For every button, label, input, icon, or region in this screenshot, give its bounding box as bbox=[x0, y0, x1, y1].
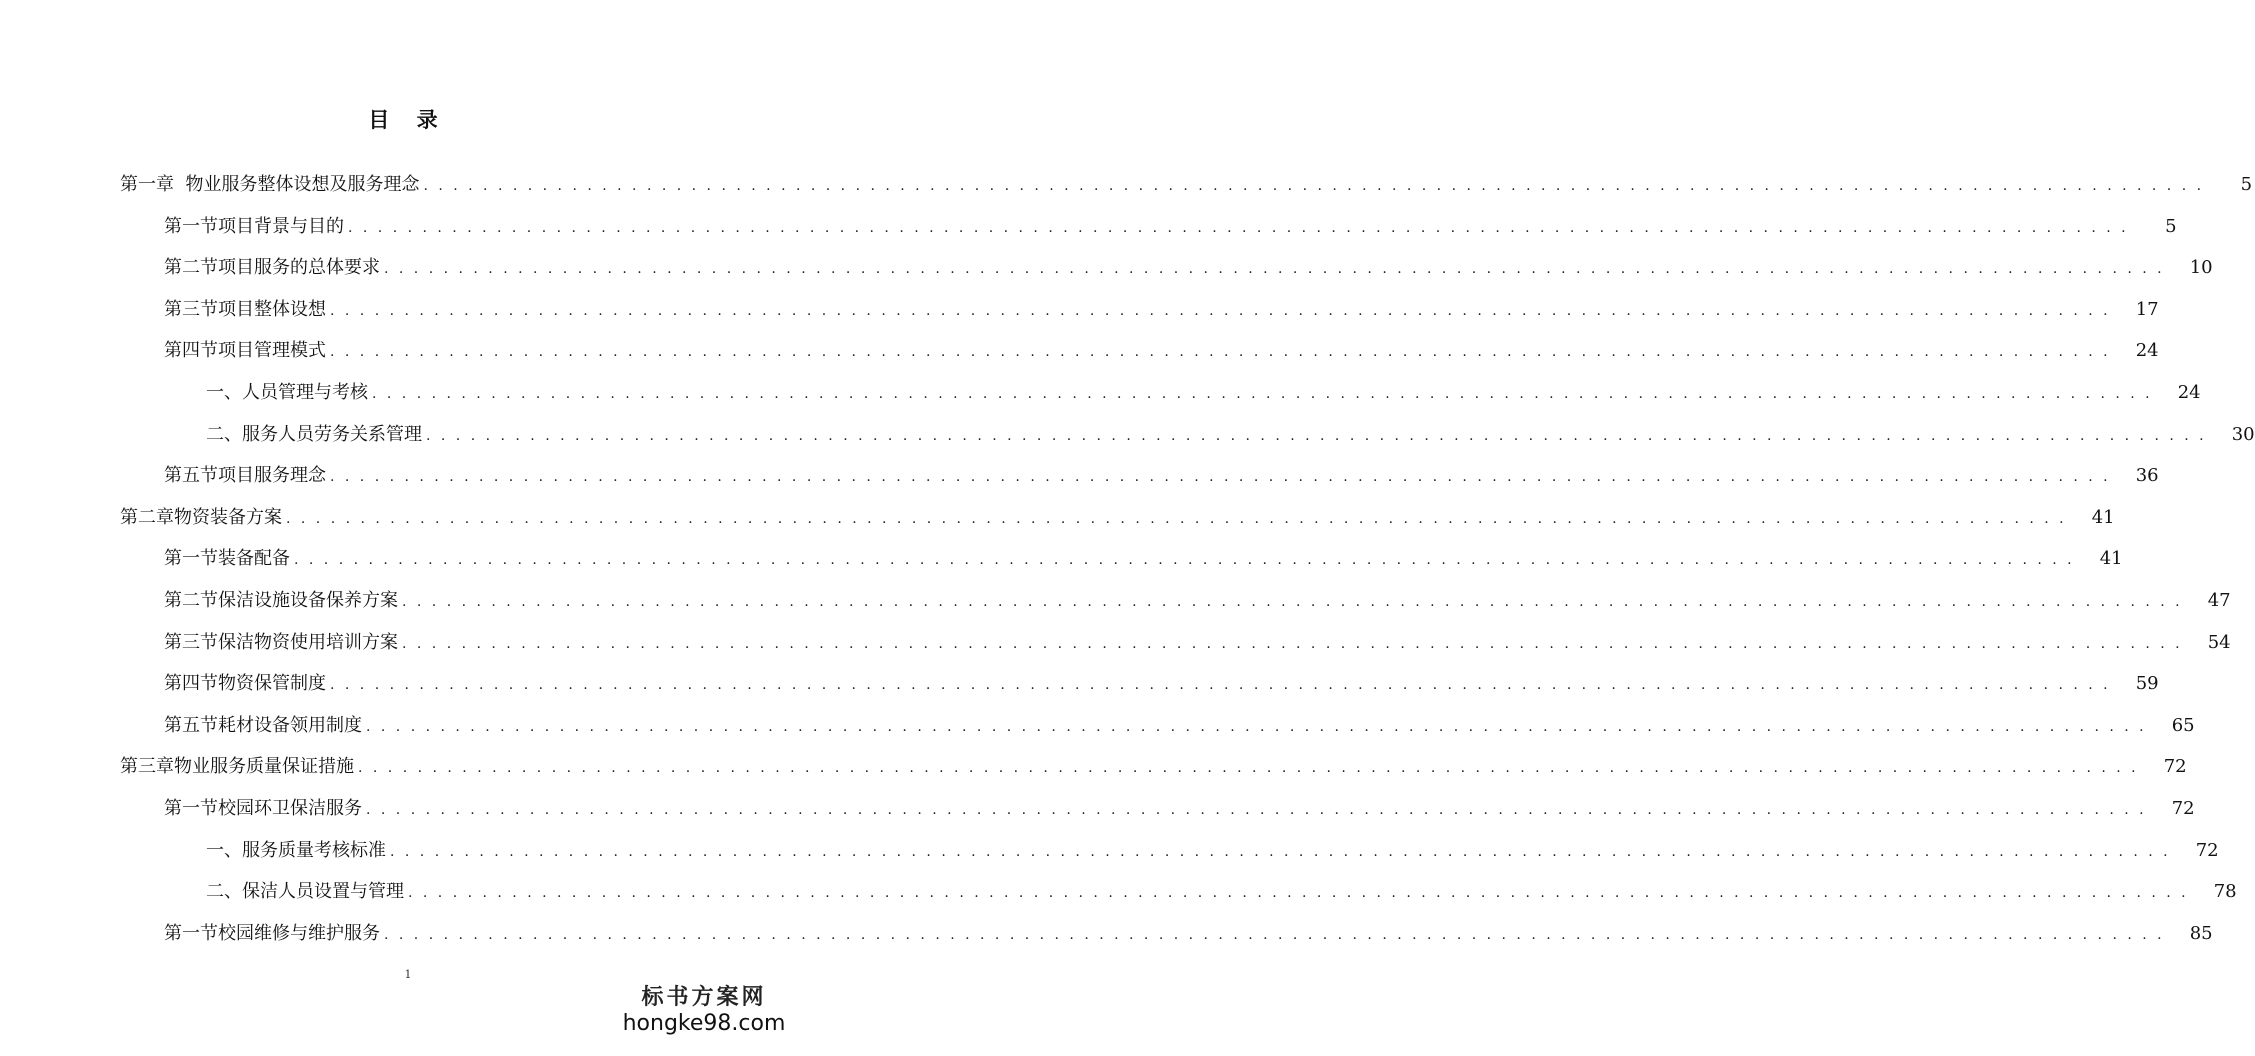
toc-entry-title: 第二章物资装备方案 bbox=[120, 506, 282, 528]
toc-dot-leader: . . . . . . . . . . . . . . . . . . . . . . . . . . . . . . . . . . . . . . . . . . . . . . . . . . . . . . . . . . . . . . . . . . . . . . . . . . . . . . . . . . . . . . . . . . . . . . . . . . . . . . . . . . . . . . . . . . . . . . . . bbox=[402, 635, 2183, 652]
toc-entry-page: 41 bbox=[2091, 506, 2115, 528]
toc-entry-title: 第一节校园维修与维护服务 bbox=[164, 922, 380, 944]
toc-dot-leader: . . . . . . . . . . . . . . . . . . . . . . . . . . . . . . . . . . . . . . . . . . . . . . . . . . . . . . . . . . . . . . . . . . . . . . . . . . . . . . . . . . . . . . . . . . . . . . . . . . . . . . . . . . . . . . . . . . . . . . . . bbox=[426, 427, 2207, 444]
toc-entry-title: 二、保洁人员设置与管理 bbox=[206, 881, 404, 903]
toc-entry-title: 第三节保洁物资使用培训方案 bbox=[164, 631, 398, 653]
toc-entry-page: 17 bbox=[2135, 298, 2159, 320]
toc-entry-page: 85 bbox=[2189, 922, 2213, 944]
toc-entry[interactable] bbox=[0, 503, 2115, 533]
toc-entry-title: 第四节项目管理模式 bbox=[164, 340, 326, 362]
toc-dot-leader: . . . . . . . . . . . . . . . . . . . . . . . . . . . . . . . . . . . . . . . . . . . . . . . . . . . . . . . . . . . . . . . . . . . . . . . . . . . . . . . . . . . . . . . . . . . . . . . . . . . . . . . . . . . . . . . . . . . . . . . . bbox=[348, 219, 2129, 236]
toc-dot-leader: . . . . . . . . . . . . . . . . . . . . . . . . . . . . . . . . . . . . . . . . . . . . . . . . . . . . . . . . . . . . . . . . . . . . . . . . . . . . . . . . . . . . . . . . . . . . . . . . . . . . . . . . . . . . . . . . . . . . . . . . bbox=[330, 344, 2111, 361]
toc-dot-leader: . . . . . . . . . . . . . . . . . . . . . . . . . . . . . . . . . . . . . . . . . . . . . . . . . . . . . . . . . . . . . . . . . . . . . . . . . . . . . . . . . . . . . . . . . . . . . . . . . . . . . . . . . . . . . . . . . . . . . . . . bbox=[366, 802, 2147, 818]
toc-entry[interactable] bbox=[0, 212, 2177, 242]
toc-dot-leader: . . . . . . . . . . . . . . . . . . . . . . . . . . . . . . . . . . . . . . . . . . . . . . . . . . . . . . . . . . . . . . . . . . . . . . . . . . . . . . . . . . . . . . . . . . . . . . . . . . . . . . . . . . . . . . . . . . . . . . . . bbox=[330, 469, 2111, 486]
toc-entry[interactable] bbox=[0, 336, 2159, 366]
toc-entry[interactable] bbox=[0, 295, 2159, 325]
toc-entry-page: 41 bbox=[2099, 548, 2123, 570]
toc-entry-page: 5 bbox=[2240, 174, 2253, 195]
toc-dot-leader: . . . . . . . . . . . . . . . . . . . . . . . . . . . . . . . . . . . . . . . . . . . . . . . . . . . . . . . . . . . . . . . . . . . . . . . . . . . . . . . . . . . . . . . . . . . . . . . . . . . . . . . . . . . . . . . . . . . . . . . . bbox=[372, 386, 2153, 402]
page-number: 1 bbox=[404, 968, 412, 981]
toc-dot-leader: . . . . . . . . . . . . . . . . . . . . . . . . . . . . . . . . . . . . . . . . . . . . . . . . . . . . . . . . . . . . . . . . . . . . . . . . . . . . . . . . . . . . . . . . . . . . . . . . . . . . . . . . . . . . . . . . . . . . . . . . bbox=[286, 510, 2067, 527]
toc-entry-title: 第一节装备配备 bbox=[164, 548, 290, 570]
toc-entry-title: 一、服务质量考核标准 bbox=[206, 839, 386, 861]
toc-entry[interactable] bbox=[0, 170, 2253, 200]
toc-dot-leader: . . . . . . . . . . . . . . . . . . . . . . . . . . . . . . . . . . . . . . . . . . . . . . . . . . . . . . . . . . . . . . . . . . . . . . . . . . . . . . . . . . . . . . . . . . . . . . . . . . . . . . . . . . . . . . . . . . . . . . . . bbox=[358, 760, 2139, 777]
toc-entry-page: 36 bbox=[2135, 465, 2159, 487]
toc-entry-page: 24 bbox=[2135, 340, 2159, 362]
toc-entry-page: 59 bbox=[2135, 673, 2159, 695]
toc-entry[interactable] bbox=[0, 544, 2123, 574]
toc-entry-page: 65 bbox=[2171, 714, 2195, 736]
toc-entry-title: 第一节校园环卫保洁服务 bbox=[164, 798, 362, 819]
toc-entry[interactable] bbox=[0, 253, 2213, 283]
toc-dot-leader: . . . . . . . . . . . . . . . . . . . . . . . . . . . . . . . . . . . . . . . . . . . . . . . . . . . . . . . . . . . . . . . . . . . . . . . . . . . . . . . . . . . . . . . . . . . . . . . . . . . . . . . . . . . . . . . . . . . . . . . . bbox=[408, 885, 2189, 902]
toc-entry[interactable] bbox=[0, 378, 2201, 408]
toc-entry[interactable] bbox=[0, 752, 2187, 782]
toc-entry[interactable] bbox=[0, 420, 2255, 450]
toc-entry[interactable] bbox=[0, 919, 2213, 949]
watermark bbox=[604, 984, 804, 1038]
toc-entry-page: 5 bbox=[2165, 215, 2177, 237]
toc-entry-page: 30 bbox=[2231, 423, 2255, 445]
toc-entry-page: 72 bbox=[2163, 756, 2187, 778]
toc-dot-leader: . . . . . . . . . . . . . . . . . . . . . . . . . . . . . . . . . . . . . . . . . . . . . . . . . . . . . . . . . . . . . . . . . . . . . . . . . . . . . . . . . . . . . . . . . . . . . . . . . . . . . . . . . . . . . . . . . . . . . . . . bbox=[402, 594, 2183, 610]
toc-entry[interactable] bbox=[0, 711, 2195, 741]
toc-entry-page: 54 bbox=[2207, 631, 2231, 653]
toc-entry-page: 24 bbox=[2177, 382, 2201, 403]
toc-entry-title: 第五节项目服务理念 bbox=[164, 465, 326, 487]
toc-entry[interactable] bbox=[0, 628, 2231, 658]
toc-entry-page: 72 bbox=[2171, 798, 2195, 819]
toc-entry-title: 一、人员管理与考核 bbox=[206, 382, 368, 403]
toc-entry[interactable] bbox=[0, 877, 2237, 907]
toc-dot-leader: . . . . . . . . . . . . . . . . . . . . . . . . . . . . . . . . . . . . . . . . . . . . . . . . . . . . . . . . . . . . . . . . . . . . . . . . . . . . . . . . . . . . . . . . . . . . . . . . . . . . . . . . . . . . . . . . . . . . . . . . bbox=[330, 302, 2111, 319]
toc-entry-title: 第二节保洁设施设备保养方案 bbox=[164, 590, 398, 611]
toc-entry-title: 第四节物资保管制度 bbox=[164, 673, 326, 695]
toc-entry[interactable] bbox=[0, 669, 2159, 699]
toc-dot-leader: . . . . . . . . . . . . . . . . . . . . . . . . . . . . . . . . . . . . . . . . . . . . . . . . . . . . . . . . . . . . . . . . . . . . . . . . . . . . . . . . . . . . . . . . . . . . . . . . . . . . . . . . . . . . . . . . . . . . . . . . bbox=[390, 843, 2171, 860]
toc-dot-leader: . . . . . . . . . . . . . . . . . . . . . . . . . . . . . . . . . . . . . . . . . . . . . . . . . . . . . . . . . . . . . . . . . . . . . . . . . . . . . . . . . . . . . . . . . . . . . . . . . . . . . . . . . . . . . . . . . . . . . . . . bbox=[384, 926, 2165, 943]
watermark-name: 标书方案网 bbox=[641, 984, 767, 1010]
toc-entry-page: 47 bbox=[2207, 590, 2231, 611]
toc-entry-title: 第五节耗材设备领用制度 bbox=[164, 714, 362, 736]
toc-entry[interactable] bbox=[0, 586, 2231, 616]
toc-dot-leader: . . . . . . . . . . . . . . . . . . . . . . . . . . . . . . . . . . . . . . . . . . . . . . . . . . . . . . . . . . . . . . . . . . . . . . . . . . . . . . . . . . . . . . . . . . . . . . . . . . . . . . . . . . . . . . . . . . . . . . . . bbox=[384, 261, 2165, 278]
toc-entry-title: 第一章 物业服务整体设想及服务理念 bbox=[120, 174, 420, 195]
toc-dot-leader: . . . . . . . . . . . . . . . . . . . . . . . . . . . . . . . . . . . . . . . . . . . . . . . . . . . . . . . . . . . . . . . . . . . . . . . . . . . . . . . . . . . . . . . . . . . . . . . . . . . . . . . . . . . . . . . . . . . . . . . . bbox=[294, 552, 2075, 569]
toc-entry[interactable] bbox=[0, 836, 2219, 866]
toc-entry[interactable] bbox=[0, 461, 2159, 491]
toc-entry-title: 第一节项目背景与目的 bbox=[164, 215, 344, 237]
toc-entry-title: 第三章物业服务质量保证措施 bbox=[120, 756, 354, 778]
toc-dot-leader: . . . . . . . . . . . . . . . . . . . . . . . . . . . . . . . . . . . . . . . . . . . . . . . . . . . . . . . . . . . . . . . . . . . . . . . . . . . . . . . . . . . . . . . . . . . . . . . . . . . . . . . . . . . . . . . . . . . . . . . . bbox=[330, 677, 2111, 694]
toc-entry-page: 10 bbox=[2189, 257, 2213, 279]
watermark-url: hongke98.com bbox=[622, 1011, 786, 1036]
toc-entry-title: 二、服务人员劳务关系管理 bbox=[206, 423, 422, 445]
toc-entry-page: 78 bbox=[2213, 881, 2237, 903]
toc-dot-leader: . . . . . . . . . . . . . . . . . . . . . . . . . . . . . . . . . . . . . . . . . . . . . . . . . . . . . . . . . . . . . . . . . . . . . . . . . . . . . . . . . . . . . . . . . . . . . . . . . . . . . . . . . . . . . . . . . . . . . . . . bbox=[366, 718, 2147, 735]
toc-entry[interactable] bbox=[0, 794, 2195, 824]
toc-entry-title: 第二节项目服务的总体要求 bbox=[164, 257, 380, 279]
page-title: 目 录 bbox=[368, 107, 448, 132]
toc-dot-leader: . . . . . . . . . . . . . . . . . . . . . . . . . . . . . . . . . . . . . . . . . . . . . . . . . . . . . . . . . . . . . . . . . . . . . . . . . . . . . . . . . . . . . . . . . . . . . . . . . . . . . . . . . . . . . . . . . . . . . . . . bbox=[423, 178, 2205, 194]
toc-entry-page: 72 bbox=[2195, 839, 2219, 861]
toc-entry-title: 第三节项目整体设想 bbox=[164, 298, 326, 320]
